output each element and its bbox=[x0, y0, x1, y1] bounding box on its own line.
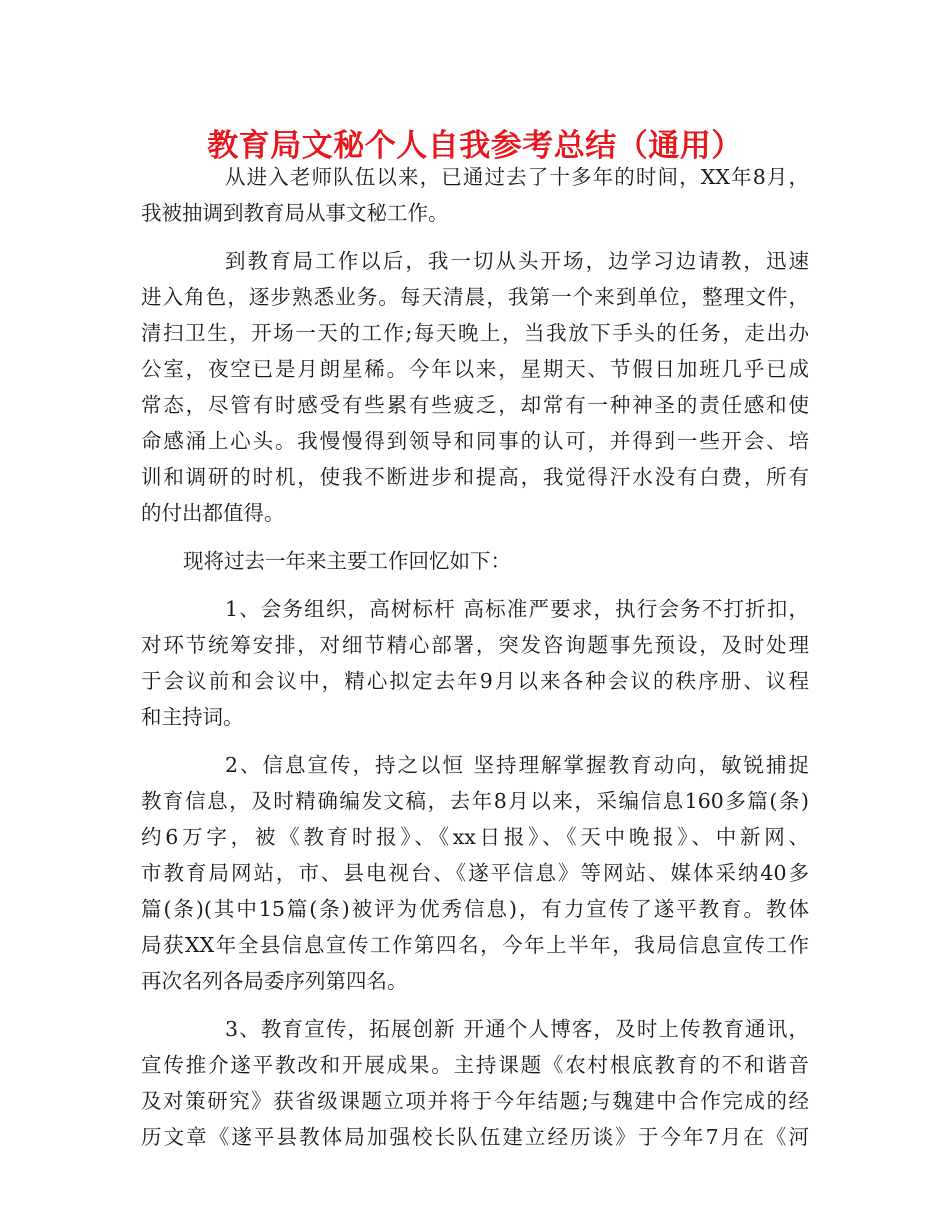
paragraph-gap bbox=[141, 231, 809, 243]
paragraph-2-line-5: 常态，尽管有时感受有些累有些疲乏，却常有一种神圣的责任感和使 bbox=[141, 393, 809, 417]
paragraph-gap bbox=[141, 735, 809, 747]
document-body bbox=[141, 159, 809, 1155]
paragraph-2-line-6: 命感涌上心头。我慢慢得到领导和同事的认可，并得到一些开会、培 bbox=[141, 429, 809, 453]
paragraph-2-line-8: 的付出都值得。 bbox=[141, 501, 285, 525]
paragraph-6-line-4: 历文章《遂平县教体局加强校长队伍建立经历谈》于今年7月在《河 bbox=[141, 1125, 809, 1149]
paragraph-5-line-6: 局获XX年全县信息宣传工作第四名，今年上半年，我局信息宣传工作 bbox=[141, 933, 809, 957]
paragraph-2-line-1: 到教育局工作以后，我一切从头开场，边学习边请教，迅速 bbox=[225, 249, 809, 273]
paragraph-1-line-2: 我被抽调到教育局从事文秘工作。 bbox=[141, 201, 449, 225]
paragraph-6-line-1: 3、教育宣传，拓展创新 开通个人博客，及时上传教育通讯， bbox=[225, 1017, 809, 1041]
paragraph-5-line-4: 市教育局网站，市、县电视台、《遂平信息》等网站、媒体采纳40多 bbox=[141, 861, 809, 885]
paragraph-2-line-4: 公室，夜空已是月朗星稀。今年以来，星期天、节假日加班几乎已成 bbox=[141, 357, 809, 381]
paragraph-2-line-7: 训和调研的时机，使我不断进步和提高，我觉得汗水没有白费，所有 bbox=[141, 465, 809, 489]
document-title: 教育局文秘个人自我参考总结（通用） bbox=[207, 128, 743, 164]
paragraph-gap bbox=[141, 531, 809, 543]
paragraph-2-line-3: 清扫卫生，开场一天的工作;每天晚上，当我放下手头的任务，走出办 bbox=[141, 321, 809, 345]
paragraph-6-line-2: 宣传推介遂平教改和开展成果。主持课题《农村根底教育的不和谐音 bbox=[141, 1053, 809, 1077]
paragraph-6-line-3: 及对策研究》获省级课题立项并将于今年结题;与魏建中合作完成的经 bbox=[141, 1089, 809, 1113]
paragraph-5-line-3: 约6万字，被《教育时报》、《xx日报》、《天中晚报》、中新网、 bbox=[141, 825, 809, 849]
paragraph-5-line-2: 教育信息，及时精确编发文稿，去年8月以来，采编信息160多篇(条) bbox=[141, 789, 809, 813]
paragraph-5-line-5: 篇(条)(其中15篇(条)被评为优秀信息)，有力宣传了遂平教育。教体 bbox=[141, 897, 809, 921]
paragraph-4-line-1: 1、会务组织，高树标杆 高标准严要求，执行会务不打折扣， bbox=[225, 597, 809, 621]
paragraph-4-line-3: 于会议前和会议中，精心拟定去年9月以来各种会议的秩序册、议程 bbox=[141, 669, 809, 693]
paragraph-3-line-1: 现将过去一年来主要工作回忆如下： bbox=[183, 549, 511, 573]
paragraph-5-line-7: 再次名列各局委序列第四名。 bbox=[141, 969, 408, 993]
paragraph-2-line-2: 进入角色，逐步熟悉业务。每天清晨，我第一个来到单位，整理文件， bbox=[141, 285, 809, 309]
paragraph-4-line-2: 对环节统筹安排，对细节精心部署，突发咨询题事先预设，及时处理 bbox=[141, 633, 809, 657]
paragraph-gap bbox=[141, 999, 809, 1011]
paragraph-5-line-1: 2、信息宣传，持之以恒 坚持理解掌握教育动向，敏锐捕捉 bbox=[225, 753, 809, 777]
paragraph-1-line-1: 从进入老师队伍以来，已通过去了十多年的时间，XX年8月， bbox=[225, 165, 809, 189]
paragraph-4-line-4: 和主持词。 bbox=[141, 705, 244, 729]
paragraph-gap bbox=[141, 579, 809, 591]
